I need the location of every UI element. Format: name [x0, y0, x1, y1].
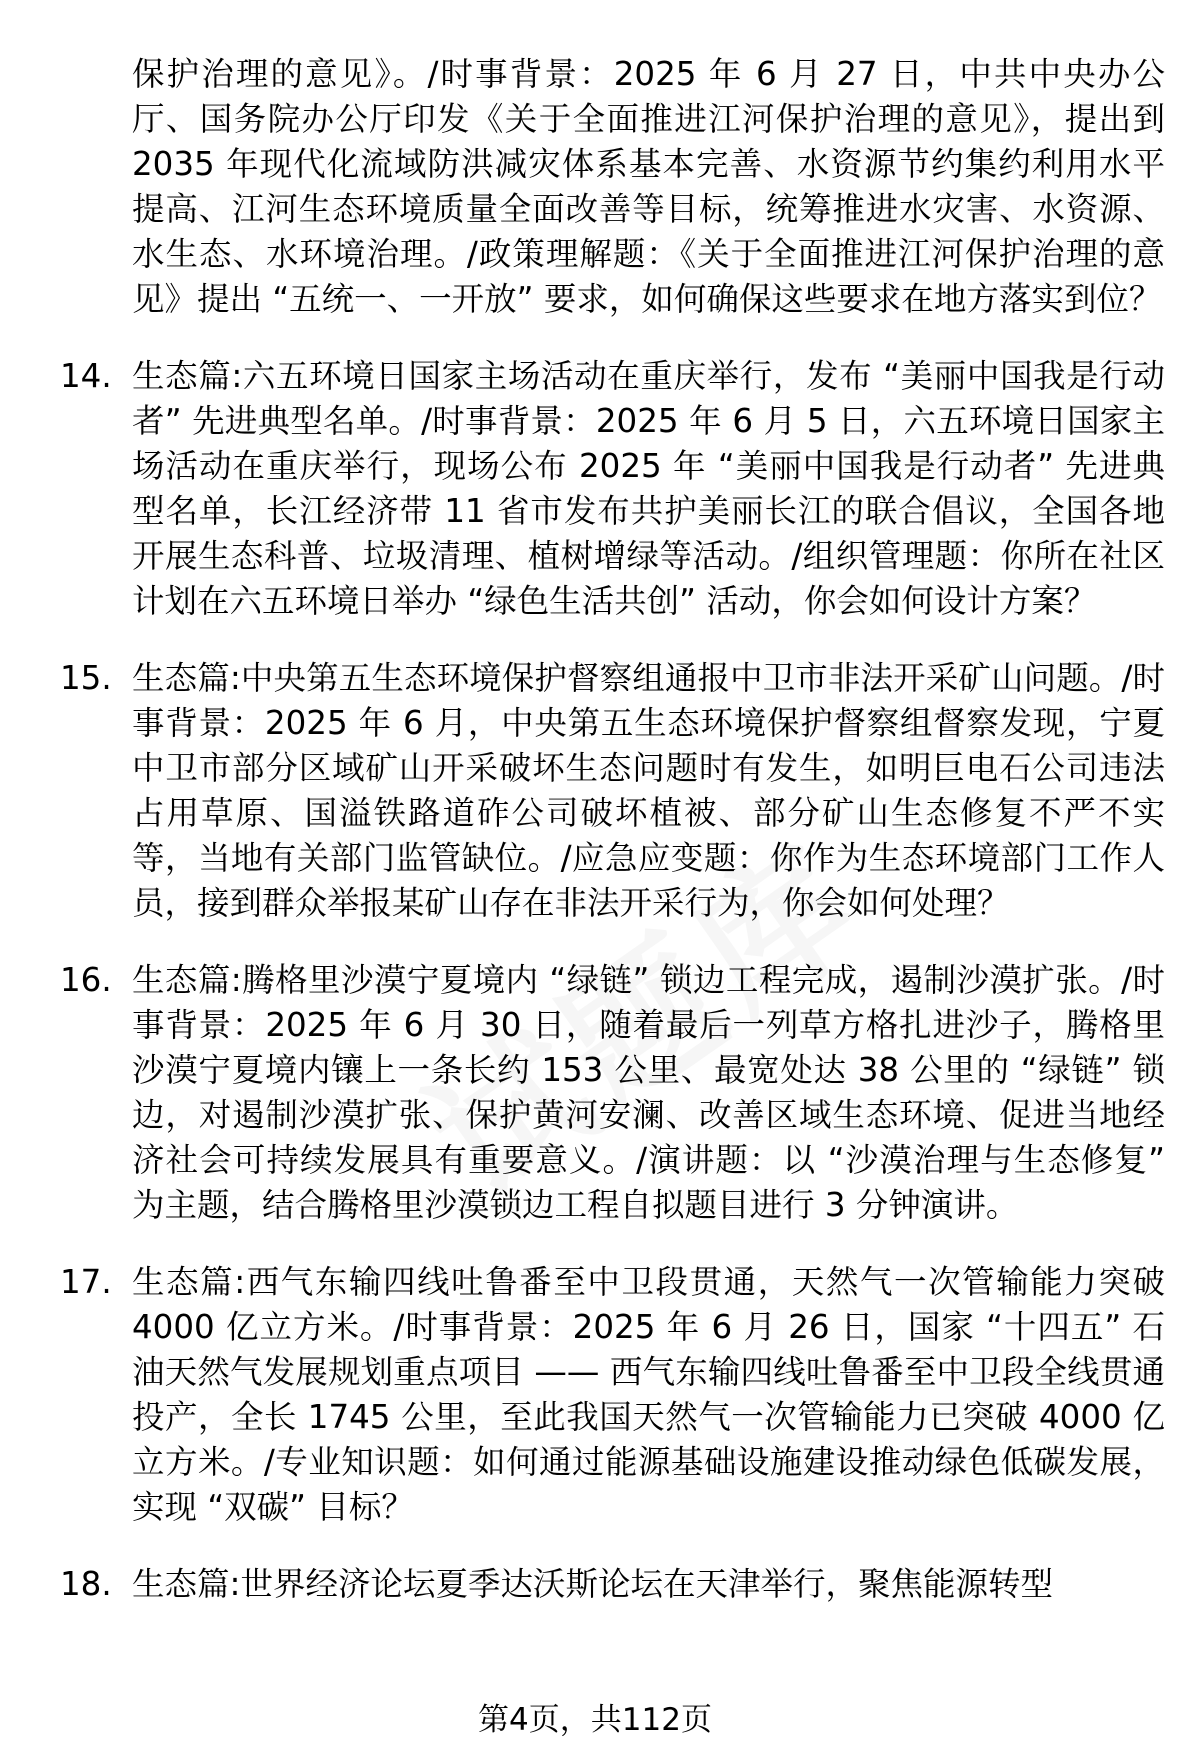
- question-number: 18.: [60, 1565, 112, 1603]
- question-number: 14.: [60, 357, 112, 395]
- question-text: 生态篇:腾格里沙漠宁夏境内 “绿链” 锁边工程完成，遏制沙漠扩张。/时事背景：2025 年 6 月 30 日，随着最后一列草方格扎进沙子，腾格里沙漠宁夏境内镶上一条长约 153 公里、最宽处达 38 公里的 “绿链” 锁边，对遏制沙漠扩张、保护黄河安澜、改善区域生态环境、促进当地经济社会可持续发展具有重要意义。/演讲题：以 “沙漠治理与生态修复” 为主题，结合腾格里沙漠锁边工程自拟题目进行 3 分钟演讲。: [132, 961, 1165, 1224]
- question-item: [60, 656, 1165, 926]
- question-text: 生态篇:六五环境日国家主场活动在重庆举行，发布 “美丽中国我是行动者” 先进典型名单。/时事背景：2025 年 6 月 5 日，六五环境日国家主场活动在重庆举行，现场公布 2025 年 “美丽中国我是行动者” 先进典型名单，长江经济带 11 省市发布共护美丽长江的联合倡议，全国各地开展生态科普、垃圾清理、植树增绿等活动。/组织管理题：你所在社区计划在六五环境日举办 “绿色生活共创” 活动，你会如何设计方案？: [132, 357, 1165, 620]
- question-text: 生态篇:世界经济论坛夏季达沃斯论坛在天津举行，聚焦能源转型: [132, 1565, 1053, 1603]
- question-number: 15.: [60, 659, 112, 697]
- question-text: 生态篇:西气东输四线吐鲁番至中卫段贯通，天然气一次管输能力突破 4000 亿立方米。/时事背景：2025 年 6 月 26 日，国家 “十四五” 石油天然气发展规划重点项目 —— 西气东输四线吐鲁番至中卫段全线贯通投产，全长 1745 公里，至此我国天然气一次管输能力已突破 4000 亿立方米。/专业知识题：如何通过能源基础设施建设推动绿色低碳发展，实现 “双碳” 目标？: [132, 1263, 1165, 1526]
- question-item: [60, 354, 1165, 624]
- continued-question-text: 保护治理的意见》。/时事背景：2025 年 6 月 27 日，中共中央办公厅、国务院办公厅印发《关于全面推进江河保护治理的意见》，提出到 2035 年现代化流域防洪减灾体系基本完善、水资源节约集约利用水平提高、江河生态环境质量全面改善等目标，统筹推进水灾害、水资源、水生态、水环境治理。/政策理解题：《关于全面推进江河保护治理的意见》提出 “五统一、一开放” 要求，如何确保这些要求在地方落实到位？: [132, 55, 1165, 318]
- question-list: [60, 52, 1165, 1639]
- page-footer: 第4页，共112页: [478, 1702, 712, 1738]
- question-item: [60, 1562, 1165, 1607]
- question-number: 16.: [60, 961, 112, 999]
- question-text: 生态篇:中央第五生态环境保护督察组通报中卫市非法开采矿山问题。/时事背景：2025 年 6 月，中央第五生态环境保护督察组督察发现，宁夏中卫市部分区域矿山开采破坏生态问题时有发生，如明巨电石公司违法占用草原、国溢铁路道砟公司破坏植被、部分矿山生态修复不严不实等，当地有关部门监管缺位。/应急应变题：你作为生态环境部门工作人员，接到群众举报某矿山存在非法开采行为，你会如何处理？: [132, 659, 1165, 922]
- question-item: [60, 1260, 1165, 1530]
- question-number: 17.: [60, 1263, 112, 1301]
- question-item: [60, 958, 1165, 1228]
